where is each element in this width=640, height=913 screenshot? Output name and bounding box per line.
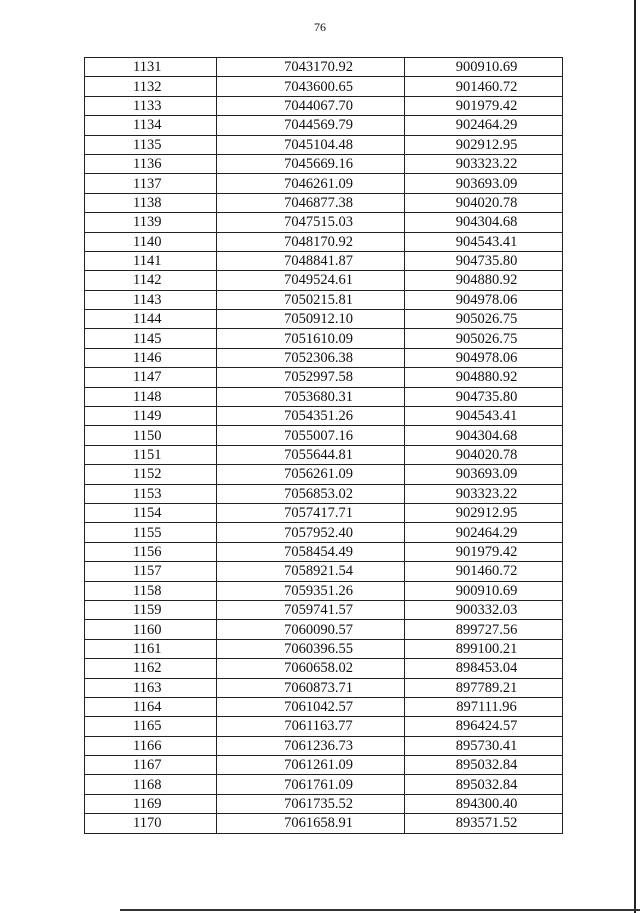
x-coordinate-cell: 7046261.09: [217, 174, 405, 193]
point-number-cell: 1141: [85, 251, 217, 270]
y-coordinate-cell: 904978.06: [405, 290, 563, 309]
table-row: [85, 310, 563, 329]
x-coordinate-cell: 7061658.91: [217, 814, 405, 833]
y-coordinate-cell: 900332.03: [405, 600, 563, 619]
point-number-cell: 1140: [85, 232, 217, 251]
point-number-cell: 1170: [85, 814, 217, 833]
point-number-cell: 1159: [85, 600, 217, 619]
x-coordinate-cell: 7052997.58: [217, 368, 405, 387]
point-number-cell: 1167: [85, 756, 217, 775]
table-row: [85, 775, 563, 794]
x-coordinate-cell: 7044569.79: [217, 116, 405, 135]
table-row: [85, 620, 563, 639]
table-row: [85, 407, 563, 426]
point-number-cell: 1147: [85, 368, 217, 387]
table-row: [85, 329, 563, 348]
y-coordinate-cell: 900910.69: [405, 58, 563, 77]
point-number-cell: 1133: [85, 96, 217, 115]
point-number-cell: 1165: [85, 717, 217, 736]
point-number-cell: 1153: [85, 484, 217, 503]
point-number-cell: 1145: [85, 329, 217, 348]
point-number-cell: 1134: [85, 116, 217, 135]
y-coordinate-cell: 903693.09: [405, 174, 563, 193]
point-number-cell: 1138: [85, 193, 217, 212]
y-coordinate-cell: 904880.92: [405, 368, 563, 387]
point-number-cell: 1161: [85, 639, 217, 658]
x-coordinate-cell: 7050912.10: [217, 310, 405, 329]
y-coordinate-cell: 899727.56: [405, 620, 563, 639]
x-coordinate-cell: 7061261.09: [217, 756, 405, 775]
x-coordinate-cell: 7056261.09: [217, 465, 405, 484]
table-row: [85, 736, 563, 755]
table-row: [85, 581, 563, 600]
y-coordinate-cell: 905026.75: [405, 310, 563, 329]
table-row: [85, 503, 563, 522]
y-coordinate-cell: 902912.95: [405, 503, 563, 522]
x-coordinate-cell: 7044067.70: [217, 96, 405, 115]
table-row: [85, 756, 563, 775]
point-number-cell: 1135: [85, 135, 217, 154]
point-number-cell: 1163: [85, 678, 217, 697]
x-coordinate-cell: 7052306.38: [217, 348, 405, 367]
y-coordinate-cell: 899100.21: [405, 639, 563, 658]
point-number-cell: 1132: [85, 77, 217, 96]
x-coordinate-cell: 7059741.57: [217, 600, 405, 619]
y-coordinate-cell: 901979.42: [405, 96, 563, 115]
x-coordinate-cell: 7060873.71: [217, 678, 405, 697]
x-coordinate-cell: 7056853.02: [217, 484, 405, 503]
table-row: [85, 659, 563, 678]
y-coordinate-cell: 901460.72: [405, 562, 563, 581]
x-coordinate-cell: 7060396.55: [217, 639, 405, 658]
point-number-cell: 1166: [85, 736, 217, 755]
y-coordinate-cell: 901979.42: [405, 542, 563, 561]
page-number: 76: [314, 20, 326, 34]
table-row: [85, 600, 563, 619]
point-number-cell: 1150: [85, 426, 217, 445]
y-coordinate-cell: 904543.41: [405, 407, 563, 426]
table-row: [85, 135, 563, 154]
table-row: [85, 542, 563, 561]
point-number-cell: 1151: [85, 445, 217, 464]
x-coordinate-cell: 7048841.87: [217, 251, 405, 270]
table-row: [85, 290, 563, 309]
page-edge-right: [634, 0, 636, 913]
table-row: [85, 426, 563, 445]
table-row: [85, 678, 563, 697]
y-coordinate-cell: 903323.22: [405, 484, 563, 503]
x-coordinate-cell: 7061163.77: [217, 717, 405, 736]
point-number-cell: 1160: [85, 620, 217, 639]
x-coordinate-cell: 7057417.71: [217, 503, 405, 522]
table-row: [85, 484, 563, 503]
table-row: [85, 232, 563, 251]
table-row: [85, 193, 563, 212]
point-number-cell: 1155: [85, 523, 217, 542]
table-row: [85, 58, 563, 77]
x-coordinate-cell: 7055007.16: [217, 426, 405, 445]
point-number-cell: 1146: [85, 348, 217, 367]
table-row: [85, 213, 563, 232]
table-row: [85, 368, 563, 387]
x-coordinate-cell: 7047515.03: [217, 213, 405, 232]
point-number-cell: 1152: [85, 465, 217, 484]
x-coordinate-cell: 7061735.52: [217, 794, 405, 813]
point-number-cell: 1157: [85, 562, 217, 581]
y-coordinate-cell: 904020.78: [405, 445, 563, 464]
table-row: [85, 639, 563, 658]
point-number-cell: 1143: [85, 290, 217, 309]
x-coordinate-cell: 7054351.26: [217, 407, 405, 426]
x-coordinate-cell: 7061236.73: [217, 736, 405, 755]
table-row: [85, 465, 563, 484]
table-row: [85, 387, 563, 406]
table-row: [85, 174, 563, 193]
y-coordinate-cell: 897111.96: [405, 697, 563, 716]
point-number-cell: 1142: [85, 271, 217, 290]
point-number-cell: 1136: [85, 154, 217, 173]
point-number-cell: 1137: [85, 174, 217, 193]
point-number-cell: 1164: [85, 697, 217, 716]
table-body: [85, 58, 563, 834]
x-coordinate-cell: 7060090.57: [217, 620, 405, 639]
table-row: [85, 523, 563, 542]
x-coordinate-cell: 7061042.57: [217, 697, 405, 716]
y-coordinate-cell: 904543.41: [405, 232, 563, 251]
y-coordinate-cell: 893571.52: [405, 814, 563, 833]
x-coordinate-cell: 7057952.40: [217, 523, 405, 542]
coordinates-table: [84, 57, 563, 834]
x-coordinate-cell: 7045104.48: [217, 135, 405, 154]
table-row: [85, 116, 563, 135]
point-number-cell: 1162: [85, 659, 217, 678]
y-coordinate-cell: 896424.57: [405, 717, 563, 736]
page-edge-bottom: [120, 909, 640, 911]
point-number-cell: 1168: [85, 775, 217, 794]
y-coordinate-cell: 904978.06: [405, 348, 563, 367]
y-coordinate-cell: 904880.92: [405, 271, 563, 290]
x-coordinate-cell: 7048170.92: [217, 232, 405, 251]
y-coordinate-cell: 895032.84: [405, 775, 563, 794]
x-coordinate-cell: 7058921.54: [217, 562, 405, 581]
x-coordinate-cell: 7061761.09: [217, 775, 405, 794]
table-row: [85, 154, 563, 173]
x-coordinate-cell: 7059351.26: [217, 581, 405, 600]
x-coordinate-cell: 7049524.61: [217, 271, 405, 290]
x-coordinate-cell: 7058454.49: [217, 542, 405, 561]
point-number-cell: 1158: [85, 581, 217, 600]
table-row: [85, 251, 563, 270]
x-coordinate-cell: 7055644.81: [217, 445, 405, 464]
y-coordinate-cell: 897789.21: [405, 678, 563, 697]
table-row: [85, 348, 563, 367]
table-row: [85, 814, 563, 833]
y-coordinate-cell: 902912.95: [405, 135, 563, 154]
y-coordinate-cell: 904304.68: [405, 426, 563, 445]
table-row: [85, 77, 563, 96]
y-coordinate-cell: 902464.29: [405, 116, 563, 135]
y-coordinate-cell: 903693.09: [405, 465, 563, 484]
point-number-cell: 1169: [85, 794, 217, 813]
table-row: [85, 445, 563, 464]
y-coordinate-cell: 904020.78: [405, 193, 563, 212]
point-number-cell: 1148: [85, 387, 217, 406]
x-coordinate-cell: 7043600.65: [217, 77, 405, 96]
y-coordinate-cell: 900910.69: [405, 581, 563, 600]
x-coordinate-cell: 7053680.31: [217, 387, 405, 406]
x-coordinate-cell: 7051610.09: [217, 329, 405, 348]
table-row: [85, 794, 563, 813]
y-coordinate-cell: 904304.68: [405, 213, 563, 232]
x-coordinate-cell: 7043170.92: [217, 58, 405, 77]
y-coordinate-cell: 904735.80: [405, 251, 563, 270]
point-number-cell: 1149: [85, 407, 217, 426]
table-row: [85, 562, 563, 581]
point-number-cell: 1131: [85, 58, 217, 77]
x-coordinate-cell: 7050215.81: [217, 290, 405, 309]
x-coordinate-cell: 7060658.02: [217, 659, 405, 678]
y-coordinate-cell: 901460.72: [405, 77, 563, 96]
x-coordinate-cell: 7045669.16: [217, 154, 405, 173]
y-coordinate-cell: 902464.29: [405, 523, 563, 542]
y-coordinate-cell: 905026.75: [405, 329, 563, 348]
y-coordinate-cell: 894300.40: [405, 794, 563, 813]
table-row: [85, 271, 563, 290]
point-number-cell: 1154: [85, 503, 217, 522]
y-coordinate-cell: 895032.84: [405, 756, 563, 775]
y-coordinate-cell: 895730.41: [405, 736, 563, 755]
table-row: [85, 717, 563, 736]
y-coordinate-cell: 904735.80: [405, 387, 563, 406]
x-coordinate-cell: 7046877.38: [217, 193, 405, 212]
y-coordinate-cell: 898453.04: [405, 659, 563, 678]
point-number-cell: 1139: [85, 213, 217, 232]
point-number-cell: 1156: [85, 542, 217, 561]
point-number-cell: 1144: [85, 310, 217, 329]
table-row: [85, 697, 563, 716]
y-coordinate-cell: 903323.22: [405, 154, 563, 173]
table-row: [85, 96, 563, 115]
